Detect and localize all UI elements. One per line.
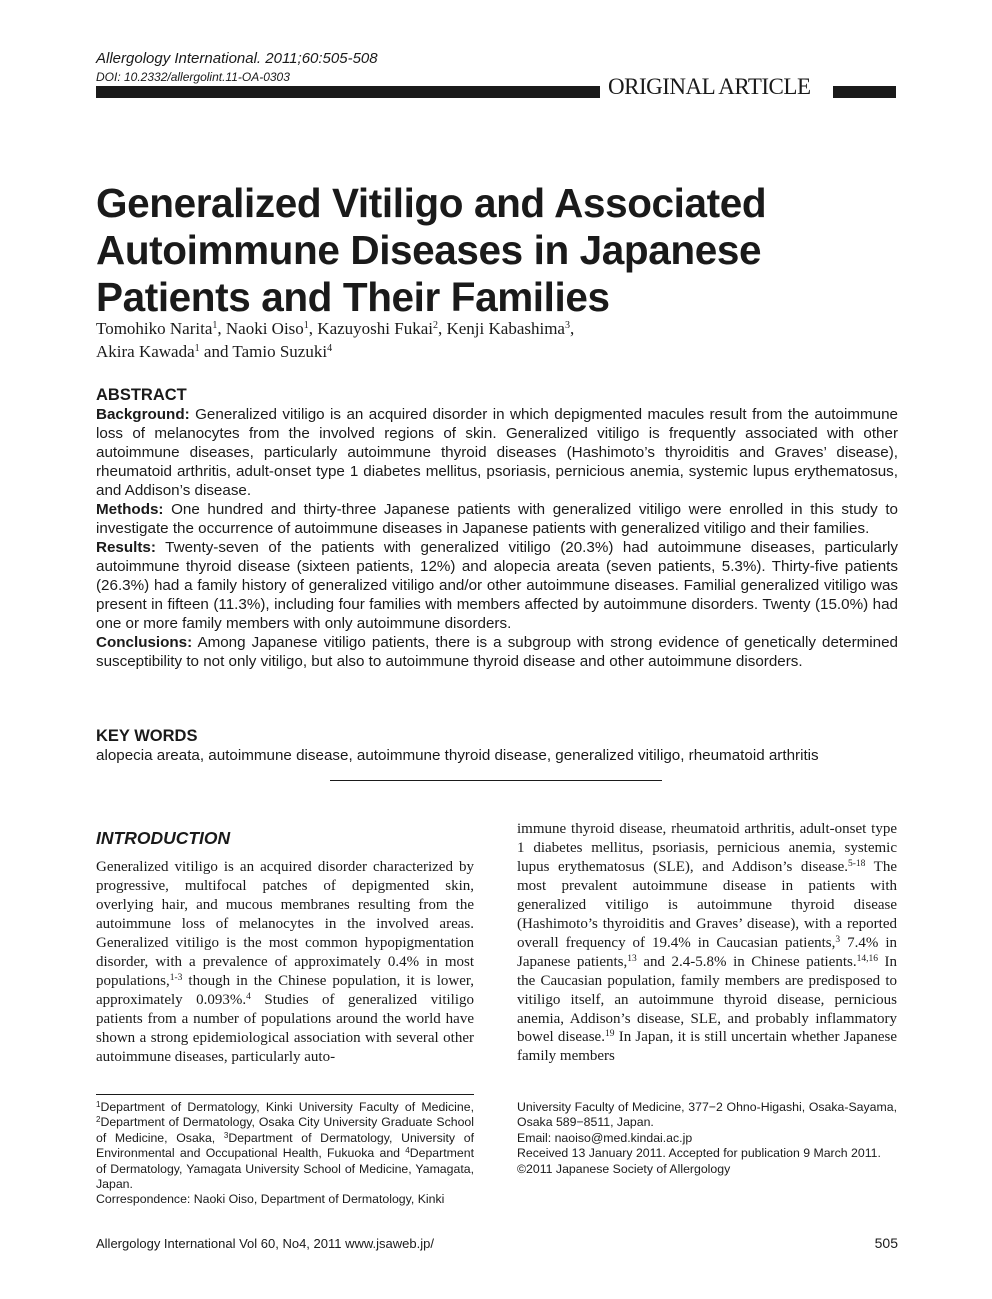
citation-ref: 1-3	[169, 972, 183, 983]
author-name: Tomohiko Narita	[96, 319, 213, 338]
body-text: In the Caucasian population, family members are predisposed to vitiligo itself, an autoimmune thyroid disease, pernicious anemia, Addison’s disease, SLE, and probably inflammatory bowel disease.	[517, 953, 897, 1046]
affiliation-marker: 1	[96, 1100, 101, 1109]
page-number: 505	[874, 1235, 898, 1251]
author-affiliation: 3	[564, 320, 570, 331]
author-name: Akira Kawada	[96, 342, 195, 361]
body-text: The most prevalent autoimmune disease in patients with generalized vitiligo is autoimmune thyroid disease (Hashimoto’s thyroiditis and Graves’ disease), with a reported overall frequency of 19.4% in Caucasian patients,	[517, 858, 897, 951]
body-text: In Japan, it is still uncertain whether Japanese family members	[517, 1029, 897, 1065]
authors-conjunction: and	[203, 342, 229, 361]
author-name: Kazuyoshi Fukai	[317, 319, 433, 338]
abstract-section-label: Results:	[96, 539, 156, 556]
author-affiliation: 2	[432, 320, 438, 331]
author-affiliation: 1	[212, 320, 218, 331]
abstract-background	[96, 405, 898, 500]
author-affiliation: 1	[194, 343, 200, 354]
citation-ref: 3	[835, 934, 841, 945]
abstract-section-label: Conclusions:	[96, 634, 193, 651]
body-text: immune thyroid disease, rheumatoid arthritis, adult-onset type 1 diabetes mellitus, psoriasis, pernicious anemia, systemic lupus erythematosus (SLE), and Addison’s disease.	[517, 821, 897, 875]
affiliation-text: Department of Dermatology, Osaka City University Graduate School of Medicine, Osaka,	[96, 1115, 474, 1145]
article-type: ORIGINAL ARTICLE	[608, 74, 811, 99]
citation-ref: 19	[604, 1029, 615, 1040]
footnotes-left	[96, 1100, 474, 1208]
affiliation-marker: 4	[405, 1146, 410, 1156]
abstract-section-text: Twenty-seven of the patients with generalized vitiligo (20.3%) had autoimmune diseases, particularly autoimmune thyroid disease (sixteen patients, 12%) and alopecia areata (seven patients, 5.3%). Thirty-five patients (26.3%) had a family history of generalized vitiligo and/or other autoimmune diseases. Familial generalized vitiligo was present in fifteen (11.3%), including four families with members affected by autoimmune disorders. Twenty (15.0%) had one or more family members with only autoimmune disorders.	[96, 539, 898, 632]
abstract-heading: ABSTRACT	[96, 386, 187, 404]
correspondence-address: University Faculty of Medicine, 377−2 Ohno-Higashi, Osaka-Sayama, Osaka 589−8511, Japan.	[517, 1100, 897, 1130]
abstract-results	[96, 538, 898, 633]
abstract-section-label: Background:	[96, 406, 190, 423]
abstract-section-text: Among Japanese vitiligo patients, there is a subgroup with strong evidence of genetically determined susceptibility to not only vitiligo, but also to autoimmune thyroid disease and other autoimmune disorders.	[96, 634, 898, 670]
introduction-heading: INTRODUCTION	[96, 828, 231, 848]
citation-ref: 5-18	[847, 858, 866, 869]
article-title: Generalized Vitiligo and Associated Autoimmune Diseases in Japanese Patients and Their Families	[96, 180, 767, 320]
affiliation-text: Department of Dermatology, Yamagata University School of Medicine, Yamagata, Japan.	[96, 1146, 474, 1192]
correspondence-email[interactable]: Email: naoiso@med.kindai.ac.jp	[517, 1130, 693, 1145]
author-name: Kenji Kabashima	[446, 319, 565, 338]
footer-citation: Allergology International Vol 60, No4, 2011 www.jsaweb.jp/	[96, 1236, 434, 1251]
doi: DOI: 10.2332/allergolint.11-OA-0303	[96, 70, 290, 84]
keywords-heading: KEY WORDS	[96, 727, 198, 745]
body-text: though in the Chinese population, it is lower, approximately 0.093%.	[96, 972, 474, 1008]
submission-dates: Received 13 January 2011. Accepted for publication 9 March 2011.	[517, 1146, 881, 1161]
introduction-column-left	[96, 858, 474, 1066]
header-rule-right	[833, 86, 896, 98]
section-separator	[330, 780, 662, 781]
affiliation-text: Department of Dermatology, Kinki University Faculty of Medicine,	[100, 1100, 474, 1114]
footnote-rule	[96, 1094, 474, 1095]
abstract-section-text: Generalized vitiligo is an acquired disorder in which depigmented macules result from the autoimmune loss of melanocytes from the involved regions of skin. Generalized vitiligo is frequently associated with other autoimmune diseases, particularly autoimmune thyroid diseases (Hashimoto’s thyroiditis and Graves’ disease), rheumatoid arthritis, adult-onset type 1 diabetes mellitus, psoriasis, pernicious anemia, systemic lupus erythematosus, and Addison’s disease.	[96, 406, 898, 499]
body-text: Studies of generalized vitiligo patients from a number of populations around the world have shown a strong epidemiological association with several other autoimmune diseases, particularly auto-	[96, 991, 475, 1065]
body-text: Generalized vitiligo is an acquired disorder characterized by progressive, multifocal patches of depigmented skin, overlying hair, and mucous membranes resulting from the autoimmune loss of melanocytes in the involved areas. Generalized vitiligo is the most common hypopigmentation disorder, with a prevalence of approximately 0.4% in most populations,	[96, 859, 474, 989]
author-name: Tamio Suzuki	[232, 342, 328, 361]
affiliations	[96, 1100, 474, 1192]
abstract-body	[96, 405, 898, 671]
body-text: and 2.4-5.8% in Chinese patients.	[636, 953, 857, 970]
author-affiliation: 4	[327, 343, 333, 354]
affiliation-text: Department of Dermatology, University of Environmental and Occupational Health, Fukuoka and	[96, 1130, 474, 1161]
abstract-section-label: Methods:	[96, 501, 164, 518]
copyright: ©2011 Japanese Society of Allergology	[517, 1161, 731, 1176]
citation-ref: 13	[627, 953, 637, 964]
citation-ref: 4	[246, 991, 251, 1002]
authors: Tomohiko Narita$^1$, Naoki Oiso$^1$, Kazuyoshi Fukai$^2$, Kenji Kabashima$^3$, Akira Kawada$^1$ and Tamio Suzuki$^4$	[96, 319, 575, 361]
journal-citation: Allergology International. 2011;60:505-508	[96, 50, 378, 67]
affiliation-marker: 3	[223, 1130, 229, 1140]
abstract-section-text: One hundred and thirty-three Japanese patients with generalized vitiligo were enrolled in this study to investigate the occurrence of autoimmune diseases in Japanese patients with generalized vitiligo and their families.	[96, 501, 898, 537]
header-rule-left	[96, 86, 600, 98]
keywords-list: alopecia areata, autoimmune disease, autoimmune thyroid disease, generalized vitiligo, rheumatoid arthritis	[96, 747, 819, 764]
abstract-methods	[96, 500, 898, 538]
introduction-paragraph	[517, 820, 897, 1066]
abstract-conclusions	[96, 633, 898, 671]
body-text: 7.4% in Japanese patients,	[517, 934, 897, 970]
introduction-paragraph	[96, 858, 474, 1066]
footnotes-right	[517, 1100, 897, 1177]
author-name: Naoki Oiso	[225, 319, 304, 338]
affiliation-marker: 2	[96, 1115, 101, 1125]
correspondence: Correspondence: Naoki Oiso, Department of Dermatology, Kinki	[96, 1192, 445, 1207]
citation-ref: 14,16	[856, 953, 878, 964]
introduction-column-right	[517, 820, 897, 1066]
author-affiliation: 1	[303, 320, 309, 331]
